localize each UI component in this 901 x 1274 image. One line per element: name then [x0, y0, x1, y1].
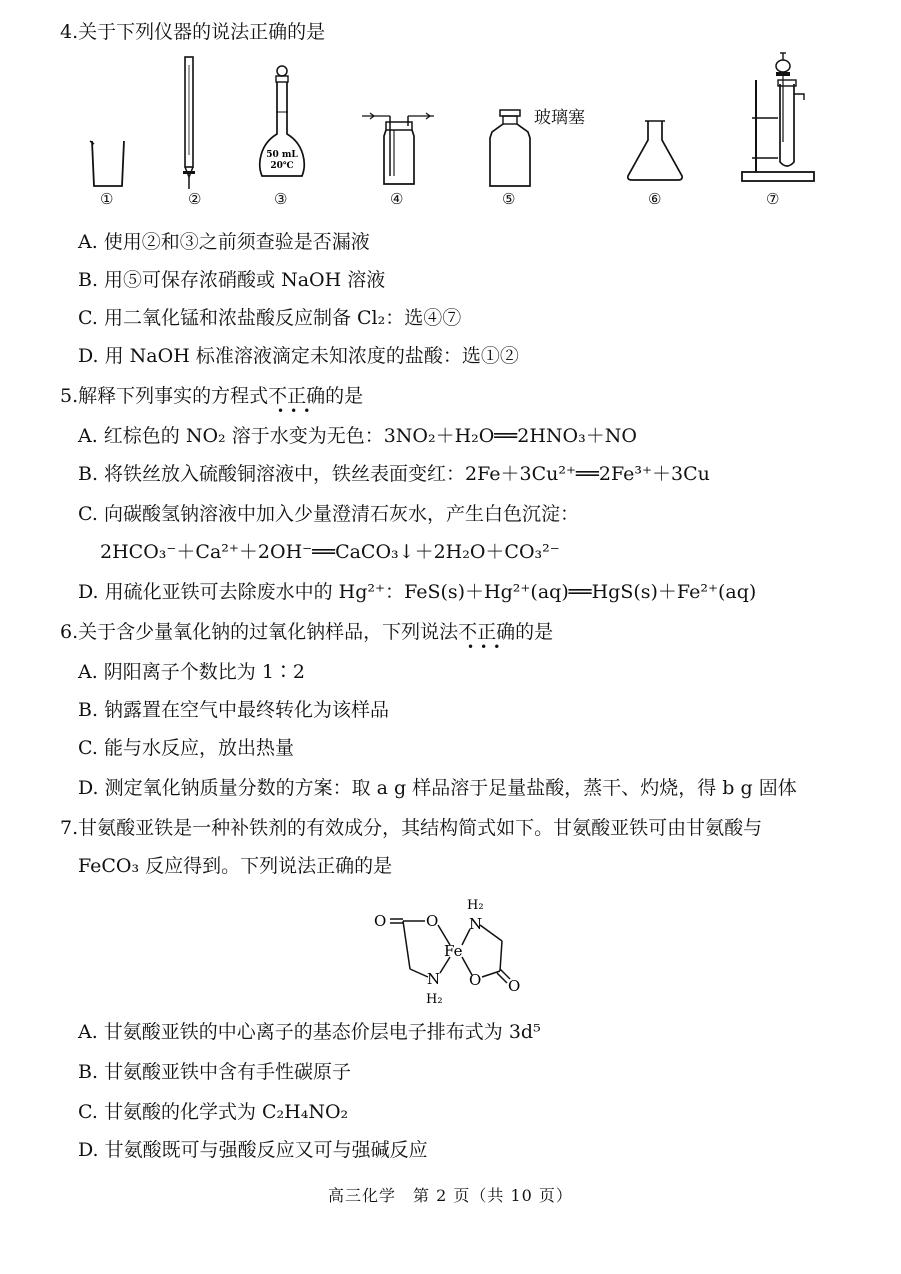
q6-option-c: C. 能与水反应，放出热量: [78, 737, 294, 759]
conical-flask-icon: [624, 118, 686, 184]
q6-emphasis-text: 不正确: [458, 621, 516, 643]
q5-option-b: [78, 462, 710, 486]
page-footer: 高三化学 第 2 页（共 10 页）: [328, 1186, 573, 1205]
atom-n-left: N: [427, 970, 441, 988]
apparatus-5-number: ⑤: [502, 190, 516, 208]
atom-o-carbonyl-left: O: [374, 912, 387, 930]
q5-option-d-text: D. 用硫化亚铁可去除废水中的 Hg²⁺：: [78, 581, 405, 603]
q7-option-b: B. 甘氨酸亚铁中含有手性碳原子: [78, 1061, 352, 1083]
atom-fe: Fe: [444, 942, 463, 960]
q4-option-a: A. 使用②和③之前须查验是否漏液: [78, 231, 370, 253]
q7-stem-line1: 7.甘氨酸亚铁是一种补铁剂的有效成分，其结构简式如下。甘氨酸亚铁可由甘氨酸与: [60, 817, 763, 839]
q6-stem-part1: 6.关于含少量氧化钠的过氧化钠样品，下列说法: [60, 621, 459, 643]
reagent-bottle-icon: [486, 108, 534, 190]
q6-stem: [60, 620, 554, 654]
q5-stem: [60, 384, 364, 418]
apparatus-7-number: ⑦: [766, 190, 780, 208]
apparatus-4-number: ④: [390, 190, 404, 208]
volumetric-flask-icon: [254, 64, 310, 190]
q4-option-d: D. 用 NaOH 标准溶液滴定未知浓度的盐酸：选①②: [78, 345, 519, 367]
q5-option-c: C. 向碳酸氢钠溶液中加入少量澄清石灰水，产生白色沉淀：: [78, 503, 579, 525]
beaker-icon: [88, 138, 128, 190]
emphasis-dots: •••: [277, 404, 317, 418]
q5-option-d-equation: FeS(s)＋Hg²⁺(aq)══HgS(s)＋Fe²⁺(aq): [404, 581, 757, 603]
q5-option-b-text: B. 将铁丝放入硫酸铜溶液中，铁丝表面变红：: [78, 463, 466, 485]
q5-stem-emphasis: [268, 385, 326, 418]
q7-option-a: A. 甘氨酸亚铁的中心离子的基态价层电子排布式为 3d⁵: [78, 1021, 541, 1043]
apparatus-2-number: ②: [188, 190, 202, 208]
q4-option-c: C. 用二氧化锰和浓盐酸反应制备 Cl₂：选④⑦: [78, 307, 462, 329]
q6-stem-part2: 的是: [515, 621, 554, 643]
q6-option-b: B. 钠露置在空气中最终转化为该样品: [78, 699, 390, 721]
flask-label-volume: 50 mL: [266, 150, 298, 160]
atom-o-right: O: [469, 971, 482, 989]
q5-option-a: [78, 424, 637, 448]
burette-icon: [178, 55, 200, 193]
ferrous-glycinate-structure: [370, 893, 540, 1005]
gas-generator-stand-icon: [738, 50, 830, 184]
q4-stem: 4.关于下列仪器的说法正确的是: [60, 21, 326, 43]
glass-stopper-label: 玻璃塞: [534, 108, 585, 128]
q7-option-d: D. 甘氨酸既可与强酸反应又可与强碱反应: [78, 1139, 428, 1161]
atom-o-carbonyl-right: O: [508, 977, 521, 995]
gas-washing-bottle-icon: [360, 106, 438, 190]
q6-option-d: D. 测定氧化钠质量分数的方案：取 a g 样品溶于足量盐酸，蒸干、灼烧，得 b g 固体: [78, 777, 797, 799]
q6-stem-emphasis: [458, 621, 516, 654]
q5-option-c-equation: 2HCO₃⁻＋Ca²⁺＋2OH⁻══CaCO₃↓＋2H₂O＋CO₃²⁻: [100, 541, 560, 563]
q5-stem-part1: 5.解释下列事实的方程式: [60, 385, 269, 407]
q5-option-d: [78, 580, 756, 604]
q5-emphasis-text: 不正确: [268, 385, 326, 407]
apparatus-3-number: ③: [274, 190, 288, 208]
q7-stem-line2: FeCO₃ 反应得到。下列说法正确的是: [78, 855, 393, 877]
q5-option-a-equation: 3NO₂＋H₂O══2HNO₃＋NO: [383, 425, 637, 447]
apparatus-6-number: ⑥: [648, 190, 662, 208]
emphasis-dots: •••: [467, 640, 507, 654]
atom-o-left: O: [426, 912, 439, 930]
atom-n-right: N: [469, 915, 483, 933]
apparatus-1-number: ①: [100, 190, 114, 208]
q7-option-c: C. 甘氨酸的化学式为 C₂H₄NO₂: [78, 1101, 349, 1123]
flask-label-temp: 20℃: [270, 161, 294, 171]
atom-h2-right: H₂: [467, 898, 484, 913]
atom-h2-left: H₂: [426, 992, 443, 1005]
q5-option-a-text: A. 红棕色的 NO₂ 溶于水变为无色：: [78, 425, 384, 447]
q5-option-b-equation: 2Fe＋3Cu²⁺══2Fe³⁺＋3Cu: [465, 463, 710, 485]
q5-stem-part2: 的是: [325, 385, 364, 407]
q4-option-b: B. 用⑤可保存浓硝酸或 NaOH 溶液: [78, 269, 386, 291]
q6-option-a: A. 阴阳离子个数比为 1∶2: [78, 661, 306, 683]
